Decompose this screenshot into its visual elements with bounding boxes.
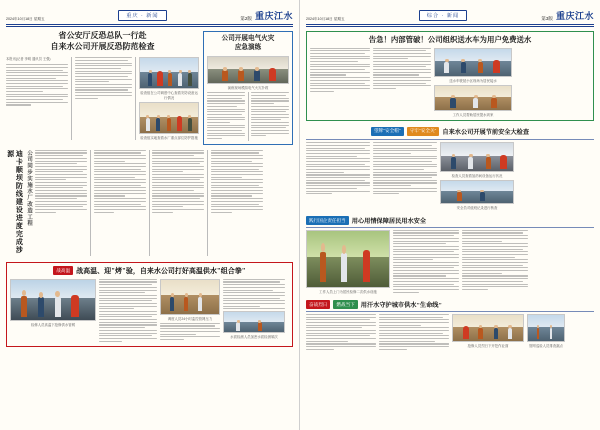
lead-headline-line2: 自来水公司开展反恐防范检查 <box>50 42 155 52</box>
lead-text-col-2 <box>75 57 133 140</box>
hot-weather-photo-2-caption: 管网巡检人员排查漏点 <box>529 343 563 348</box>
lead-text-col-1 <box>6 57 68 140</box>
fire-drill-headline-line1: 公司开展电气火灾 <box>221 34 275 42</box>
high-temp-photo-col-2 <box>160 279 220 344</box>
safety-inspection-headline: 自来水公司开展节前安全大检查 <box>442 128 530 136</box>
duty-tag: 践行国企责任担当 <box>306 216 349 225</box>
emergency-delivery-photo-1-caption: 送水车驶抵小区现场为居民接水 <box>449 78 497 83</box>
high-temp-photo-3 <box>223 311 285 333</box>
masthead-page-number-right: 第3版 <box>541 16 553 21</box>
high-temp-title-row <box>10 266 289 276</box>
hot-weather-article <box>306 300 594 351</box>
safety-inspection-photo-2-caption: 安全员对值班记录进行核查 <box>456 206 498 211</box>
safety-inspection-article <box>306 127 594 211</box>
safety-inspection-tag-left: 望牌"安全帽" <box>371 127 404 136</box>
masthead-logo: 重庆江水 <box>254 11 293 21</box>
fire-drill-article <box>203 31 293 145</box>
duty-article <box>306 216 594 294</box>
vertical-feature-subhead: 公司同步实施水厂改造工程 <box>26 149 33 227</box>
high-temp-photo-3-caption: 水质检测人员加密水质检测频次 <box>230 335 278 340</box>
duty-photo <box>306 230 390 288</box>
high-temp-text-col-2 <box>223 279 285 344</box>
emergency-delivery-photo-2-caption: 工作人员帮助居民提水到家 <box>452 112 494 117</box>
hot-weather-headline: 用汗水守护城市供水"生命线" <box>360 302 442 310</box>
fire-drill-caption: 演练现场模拟电气火灾扑救 <box>227 86 269 91</box>
lead-photo-1 <box>139 57 199 89</box>
fire-drill-photo <box>207 56 289 84</box>
fire-drill-headline-line2: 应急演练 <box>234 44 262 52</box>
masthead-section-label: 重庆 · 新闻 <box>118 10 166 21</box>
safety-inspection-rule <box>306 139 594 140</box>
high-temp-headline: 战高温、迎"烤"验，自来水公司打好高温供水"组合拳" <box>76 266 246 275</box>
safety-inspection-photo-1-caption: 检查人员查看加药间设备运行状况 <box>451 174 503 179</box>
masthead-rule-right <box>306 26 594 27</box>
high-temp-photo-1-caption: 检修人员高温下抢修供水管网 <box>30 322 76 327</box>
duty-body <box>306 230 594 295</box>
safety-inspection-title-row <box>306 127 594 136</box>
hot-weather-tag: 奋战烈日 <box>306 300 330 309</box>
hot-weather-body <box>306 314 594 352</box>
high-temp-body <box>10 279 289 344</box>
emergency-delivery-headline: 告急！内部管破！公司组织送水车为用户免费送水 <box>368 34 532 44</box>
emergency-delivery-photo-2 <box>434 85 512 111</box>
masthead-date-right: 2024年10月18日 星期五 <box>306 17 345 21</box>
duty-title-row <box>306 216 594 225</box>
masthead-page-number: 第2版 <box>240 16 252 21</box>
lead-body-row <box>6 57 199 140</box>
emergency-delivery-photo-1 <box>434 48 512 77</box>
masthead-date: 2024年10月18日 星期五 <box>6 17 45 21</box>
high-temp-photo-1 <box>10 279 96 321</box>
page-right <box>300 0 600 430</box>
duty-photo-caption: 工作人员上门为居民检修二次供水设施 <box>319 289 377 294</box>
high-temp-photo-2-caption: 调度人员24小时监控管网压力 <box>167 316 213 321</box>
high-temp-text-col-1 <box>99 279 157 344</box>
masthead-right <box>240 9 293 22</box>
emergency-delivery-body <box>310 48 590 117</box>
vertical-feature-headline <box>6 150 32 256</box>
vertical-feature-headline-main: 迪卡顺坝防线建设进度完成涉源 <box>6 149 24 254</box>
high-temp-tag: 战高温 <box>53 266 73 275</box>
lead-photo-1-caption: 检查组在公司调度中心查看安防设备运行情况 <box>140 91 198 101</box>
hot-weather-photo-1-caption: 抢修人员烈日下开挖作业面 <box>467 343 509 348</box>
duty-headline: 用心用情保障居民用水安全 <box>351 218 427 226</box>
vertical-feature <box>6 150 293 256</box>
vertical-feature-body <box>32 150 293 256</box>
masthead-right-page <box>306 5 594 25</box>
hot-weather-rule <box>306 311 594 312</box>
high-temp-photo-2 <box>160 279 220 315</box>
lead-photo-col <box>139 57 199 140</box>
lead-headline-line1: 省公安厅反恐总队一行赴 <box>58 30 147 40</box>
safety-inspection-tag-right: 守牢"安全关" <box>407 127 440 136</box>
masthead-right-right <box>541 9 594 22</box>
hot-weather-title-row <box>306 300 594 309</box>
hot-weather-tag2: 燃战当下 <box>333 300 357 309</box>
masthead-rule <box>6 26 293 27</box>
top-region-left-page <box>6 31 293 145</box>
hot-weather-photo-1 <box>452 314 524 342</box>
lead-byline: 本报讯(记者 李明 通讯员 王强) <box>6 57 51 62</box>
high-temp-feature <box>6 262 293 348</box>
high-temp-photo-col <box>10 279 96 344</box>
safety-inspection-photo-2 <box>440 180 514 204</box>
safety-inspection-body <box>306 142 594 210</box>
lead-article <box>6 31 199 145</box>
masthead-section-label-right: 综合 · 新闻 <box>419 10 467 21</box>
hot-weather-photo-2 <box>527 314 565 342</box>
safety-inspection-photo-1 <box>440 142 514 172</box>
masthead-logo-right: 重庆江水 <box>555 11 594 21</box>
duty-rule <box>306 227 594 228</box>
masthead-left <box>6 5 293 25</box>
emergency-delivery-article <box>306 31 594 121</box>
lead-photo-2 <box>139 102 199 134</box>
lead-photo-2-caption: 检查组实地查看水厂重点部位防护措施 <box>140 136 198 141</box>
